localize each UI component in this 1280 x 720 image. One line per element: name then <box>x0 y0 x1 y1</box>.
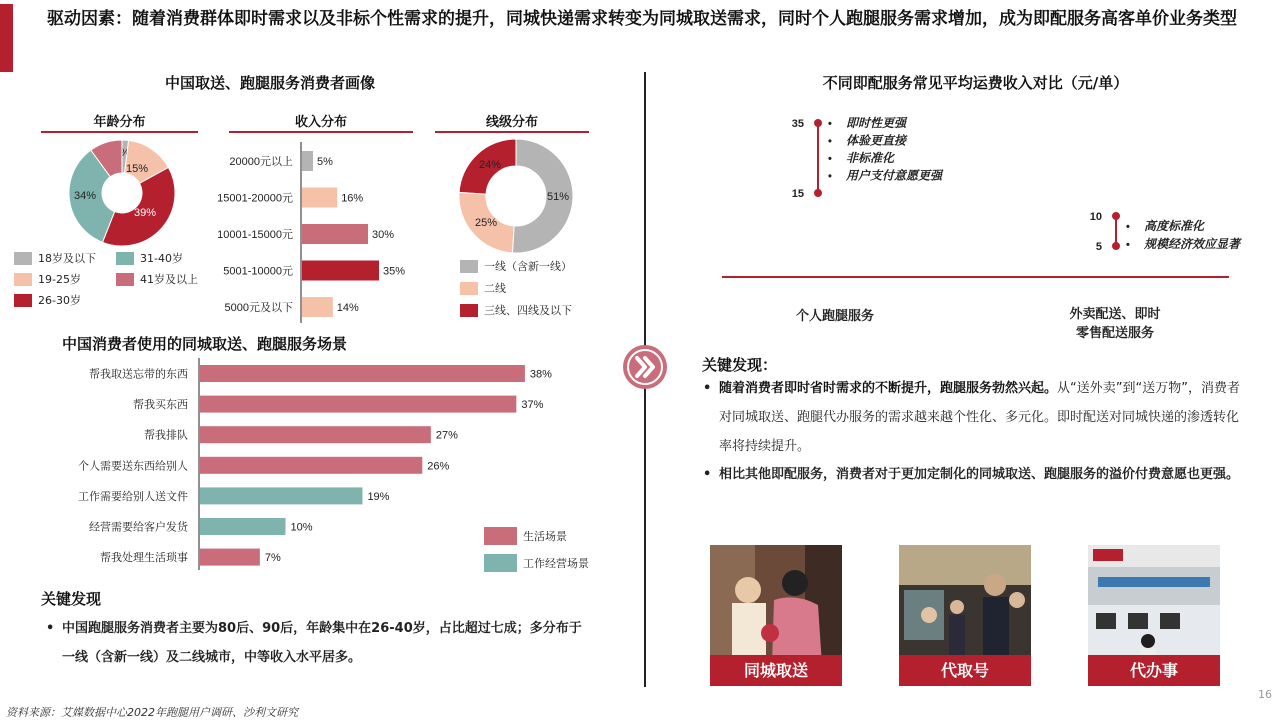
page-number: 16 <box>1258 688 1272 701</box>
legend-label: 31-40岁 <box>140 252 183 265</box>
scenario-bar <box>200 396 516 413</box>
age-legend-item <box>14 292 81 308</box>
legend-label: 18岁及以下 <box>38 252 96 265</box>
delivery-high-label: 10 <box>1089 211 1102 223</box>
income-value-label: 14% <box>336 302 359 314</box>
age-legend <box>14 250 214 310</box>
errand-feature-text: 非标准化 <box>846 151 895 165</box>
scenario-value-label: 19% <box>367 490 390 503</box>
photo-card-queue <box>899 545 1031 686</box>
legend-label: 工作经营场景 <box>523 557 589 570</box>
scenario-bar <box>200 549 260 566</box>
legend-swatch <box>116 252 134 265</box>
legend-swatch <box>460 260 478 273</box>
bullet-dot: • <box>46 621 55 636</box>
fee-range-chart <box>780 108 1280 268</box>
income-bar <box>302 261 379 281</box>
donut-data-label: 51% <box>546 191 570 203</box>
bullet-dot: • <box>828 118 832 130</box>
right-key-finding-1 <box>703 374 1249 461</box>
scenario-value-label: 26% <box>427 460 450 473</box>
bullet-dot: • <box>828 135 832 148</box>
age-legend-item <box>14 271 81 287</box>
source-note: 资料来源：艾媒数据中心2022年跑腿用户调研、沙利文研究 <box>6 706 298 719</box>
scenario-category-label: 帮我取送忘带的东西 <box>89 368 188 381</box>
left-key-findings-body: 中国跑腿服务消费者主要为80后、90后，年龄集中在26-40岁，占比超过七成；多分布于一线（含新一线）及二线城市，中等收入水平居多。 <box>62 621 582 665</box>
income-value-label: 30% <box>372 229 395 241</box>
income-bar <box>302 224 368 244</box>
scenario-legend <box>484 527 614 577</box>
legend-label: 生活场景 <box>523 530 567 543</box>
legend-swatch <box>14 294 32 307</box>
scenario-value-label: 10% <box>290 521 313 534</box>
errand-feature-text: 即时性更强 <box>846 116 907 130</box>
income-bar <box>302 297 333 317</box>
right-key-finding-1-text: 从“送外卖”到“送万物”，消费者对同城取送、跑腿代办服务的需求越来越个性化、多元化。即时配送对同城快递的渗透转化率将持续提升。 <box>719 381 1240 454</box>
scenario-category-label: 个人需要送东西给别人 <box>78 460 188 473</box>
right-key-finding-2-text: 相比其他即配服务，消费者对于更加定制化的同城取送、跑腿服务的溢价付费意愿也更强。 <box>719 467 1240 482</box>
fee-category-delivery-line1: 外卖配送、即时 <box>1069 307 1161 322</box>
bullet-dot: • <box>703 467 712 482</box>
left-key-findings-text <box>46 614 592 672</box>
scenario-bar-chart <box>0 356 560 576</box>
age-legend-item <box>14 250 96 266</box>
age-chart-title: 年龄分布 <box>93 115 146 130</box>
donut-data-label: 24% <box>478 159 502 171</box>
photo-caption: 代取号 <box>899 655 1031 686</box>
tier-chart-title: 线级分布 <box>485 115 538 130</box>
tier-legend-item <box>460 258 572 274</box>
errand-low-point <box>814 189 822 197</box>
legend-swatch <box>484 527 517 545</box>
page-title: 驱动因素：随着消费群体即时需求以及非标个性需求的提升，同城快递需求转变为同城取送需求，同时个人跑腿服务需求增加，成为即配服务高客单价业务类型 <box>47 9 1237 29</box>
income-category-label: 20000元以上 <box>229 156 293 168</box>
scenario-bar <box>200 426 431 443</box>
scenario-value-label: 7% <box>264 552 281 565</box>
income-category-label: 15001-20000元 <box>217 192 293 205</box>
delivery-high-point <box>1112 212 1120 220</box>
donut-data-label: 15% <box>125 163 149 175</box>
scenario-category-label: 帮我买东西 <box>133 399 188 412</box>
legend-label: 一线（含新一线） <box>484 260 572 273</box>
errand-low-label: 15 <box>791 188 804 200</box>
legend-swatch <box>460 304 478 317</box>
scenario-title: 中国消费者使用的同城取送、跑腿服务场景 <box>62 335 348 353</box>
scenario-category-label: 工作需要给别人送文件 <box>78 490 188 503</box>
delivery-low-label: 5 <box>1095 241 1102 253</box>
income-chart-title: 收入分布 <box>294 115 347 130</box>
bullet-dot: • <box>1126 221 1130 233</box>
income-category-label: 5000元及以下 <box>224 302 293 314</box>
legend-label: 二线 <box>484 282 506 295</box>
income-title-underline <box>229 131 413 133</box>
legend-label: 41岁及以上 <box>140 273 198 286</box>
portrait-title: 中国取送、跑腿服务消费者画像 <box>164 74 375 92</box>
scenario-value-label: 38% <box>529 368 552 381</box>
legend-swatch <box>484 554 517 572</box>
tier-donut-chart <box>458 138 574 254</box>
legend-swatch <box>460 282 478 295</box>
scenario-category-label: 帮我排队 <box>144 429 188 442</box>
errand-feature-text: 体验更直接 <box>846 133 907 148</box>
scenario-value-label: 37% <box>521 399 544 412</box>
income-bar <box>302 188 337 208</box>
bullet-dot: • <box>828 153 832 165</box>
donut-data-label: 34% <box>73 190 97 202</box>
photo-card-errand <box>1088 545 1220 686</box>
legend-label: 三线、四线及以下 <box>484 304 572 317</box>
scenario-bar <box>200 365 525 382</box>
legend-swatch <box>14 252 32 265</box>
right-key-findings-title: 关键发现： <box>702 356 778 374</box>
income-bar-chart <box>200 140 430 325</box>
errand-high-point <box>814 119 822 127</box>
scenario-legend-item <box>484 527 567 545</box>
delivery-feature-text: 高度标准化 <box>1144 219 1205 233</box>
bullet-dot: • <box>703 381 712 396</box>
left-key-findings-title: 关键发现 <box>41 590 102 608</box>
right-key-finding-2 <box>703 460 1249 489</box>
donut-data-label: 25% <box>474 217 498 229</box>
photo-caption: 同城取送 <box>710 655 842 686</box>
tier-title-underline <box>435 131 589 133</box>
tier-legend-item <box>460 302 572 318</box>
legend-label: 26-30岁 <box>38 294 81 307</box>
fee-category-errand: 个人跑腿服务 <box>795 309 874 324</box>
right-key-finding-1-bold: 随着消费者即时省时需求的不断提升，跑腿服务勃然兴起。 <box>719 381 1058 396</box>
photo-caption: 代办事 <box>1088 655 1220 686</box>
income-category-label: 10001-15000元 <box>217 229 293 241</box>
income-bar <box>302 151 313 171</box>
income-category-label: 5001-10000元 <box>223 265 293 278</box>
donut-data-label: 39% <box>133 207 157 219</box>
double-chevron-right-icon <box>622 344 668 390</box>
scenario-bar <box>200 487 362 504</box>
age-title-underline <box>41 131 198 133</box>
tier-legend <box>460 258 620 322</box>
delivery-feature-text: 规模经济效应显著 <box>1144 237 1241 251</box>
bullet-dot: • <box>1126 239 1130 251</box>
age-legend-item <box>116 250 183 266</box>
legend-label: 19-25岁 <box>38 273 81 286</box>
scenario-legend-item <box>484 554 589 572</box>
fee-axis-line <box>722 276 1229 278</box>
fee-chart-title: 不同即配服务常见平均运费收入对比（元/单） <box>822 74 1129 92</box>
scenario-category-label: 帮我处理生活琐事 <box>100 552 188 565</box>
bullet-dot: • <box>828 170 832 183</box>
income-value-label: 5% <box>317 156 333 168</box>
scenario-category-label: 经营需要给客户发货 <box>89 521 188 534</box>
errand-feature-text: 用户支付意愿更强 <box>846 168 943 183</box>
age-legend-item <box>116 271 198 287</box>
donut-data-label: 10% <box>105 179 129 191</box>
scenario-value-label: 27% <box>435 429 458 442</box>
photo-card-delivery <box>710 545 842 686</box>
title-accent-bar <box>0 4 13 72</box>
income-value-label: 35% <box>383 265 406 278</box>
scenario-bar <box>200 457 422 474</box>
fee-category-delivery <box>1040 305 1190 343</box>
fee-category-delivery-line2: 零售配送服务 <box>1075 326 1154 341</box>
income-value-label: 16% <box>341 192 364 205</box>
errand-high-label: 35 <box>791 118 804 130</box>
delivery-low-point <box>1112 242 1120 250</box>
tier-legend-item <box>460 280 506 296</box>
age-donut-chart <box>67 138 177 248</box>
scenario-bar <box>200 518 286 535</box>
legend-swatch <box>14 273 32 286</box>
legend-swatch <box>116 273 134 286</box>
